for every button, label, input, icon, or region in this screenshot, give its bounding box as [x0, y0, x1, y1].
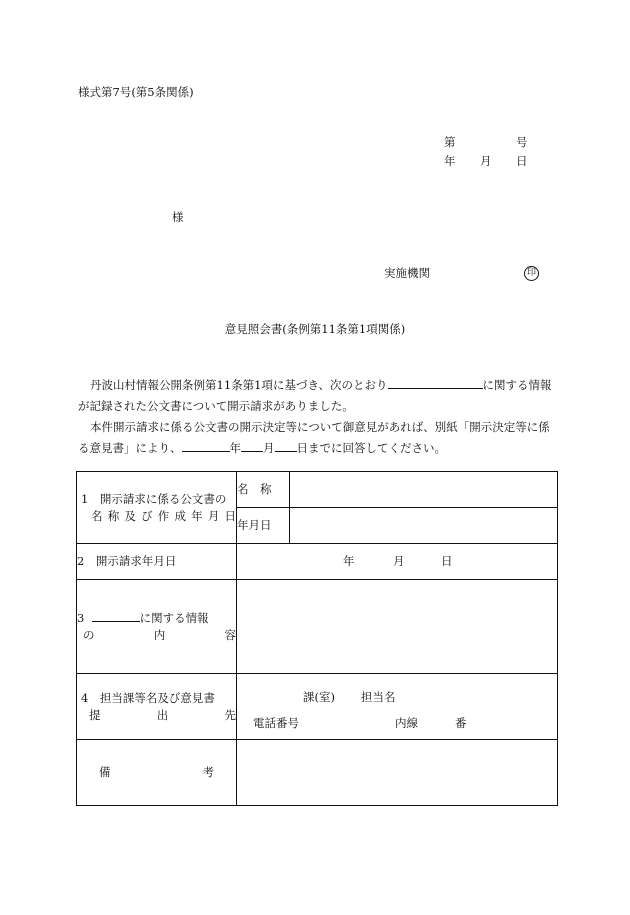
name-sublabel: 名 称	[237, 472, 290, 508]
information-content-label-cell	[77, 580, 237, 674]
document-name-label-line1: 1 開示請求に係る公文書の	[81, 491, 227, 506]
request-date-month: 月	[393, 554, 405, 568]
date-month-label: 月	[480, 154, 492, 168]
paragraph-2-text-end: 日までに回答してください。	[296, 441, 446, 455]
information-content-number: 3	[77, 610, 85, 625]
request-date-year: 年	[343, 554, 355, 568]
department-field[interactable]	[237, 674, 558, 740]
table-row-information-content	[77, 580, 558, 674]
paragraph-1-text-end: に関する情報が記録された公文書について開示請求がありました。	[78, 378, 552, 413]
seal-icon: 印	[524, 266, 539, 281]
inquiry-table	[76, 471, 558, 806]
request-date-field[interactable]	[237, 544, 558, 580]
phone-number-label: 電話番号	[253, 715, 299, 730]
paragraph-1-text-start: 丹波山村情報公開条例第11条第1項に基づき、次のとおり	[90, 378, 388, 392]
information-content-field[interactable]	[237, 580, 558, 674]
information-content-label-line2: の 内 容	[83, 627, 236, 642]
addressee-suffix: 様	[172, 210, 184, 224]
table-row-document-name	[77, 472, 558, 508]
remarks-field[interactable]	[237, 740, 558, 806]
request-date-day: 日	[441, 554, 453, 568]
remarks-label: 備 考	[99, 765, 214, 779]
reply-day-blank	[275, 440, 297, 452]
extension-label: 内線	[395, 715, 418, 730]
person-in-charge-label: 担当名	[361, 689, 396, 704]
information-content-suffix: に関する情報	[139, 610, 209, 625]
reply-month-blank	[241, 440, 263, 452]
reply-year-blank	[182, 440, 230, 452]
document-name-label-line2: 名 称 及 び 作 成 年 月 日	[91, 508, 236, 523]
document-date-field[interactable]	[290, 508, 558, 544]
request-date-values	[237, 553, 557, 570]
remarks-label-cell	[77, 740, 237, 806]
paragraph-2-text-start: 本件開示請求に係る公文書の開示決定等について御意見があれば、別紙「開示決定等に係る意見書」により、	[78, 420, 550, 455]
table-row-request-date	[77, 544, 558, 580]
request-date-label: 2 開示請求年月日	[77, 544, 237, 580]
information-subject-blank	[92, 610, 140, 622]
table-row-department	[77, 674, 558, 740]
seal-mark	[524, 264, 539, 281]
document-number-prefix: 第	[444, 135, 456, 149]
document-number-suffix: 号	[516, 135, 528, 149]
document-title: 意見照会書(条例第11条第1項関係)	[224, 322, 406, 336]
document-name-field[interactable]	[290, 472, 558, 508]
date-sublabel: 年月日	[237, 508, 290, 544]
issuer-label: 実施機関	[384, 266, 430, 280]
date-year-label: 年	[444, 154, 456, 168]
section-label: 課(室)	[303, 689, 335, 704]
extension-number-suffix: 番	[455, 715, 467, 730]
department-label-line2: 提 出 先	[89, 707, 236, 722]
reply-month-label: 月	[263, 441, 275, 455]
information-content-label-line1	[77, 610, 236, 627]
body-paragraph-1	[78, 375, 558, 417]
subject-blank	[388, 377, 483, 389]
table-row-remarks	[77, 740, 558, 806]
reply-year-label: 年	[229, 441, 241, 455]
document-name-label-cell	[77, 472, 237, 544]
department-field-content	[237, 682, 557, 732]
department-label-cell	[77, 674, 237, 740]
form-number: 様式第7号(第5条関係)	[78, 85, 194, 99]
department-label-line1: 4 担当課等名及び意見書	[81, 690, 215, 705]
body-paragraph-2	[78, 417, 558, 459]
date-day-label: 日	[516, 154, 528, 168]
